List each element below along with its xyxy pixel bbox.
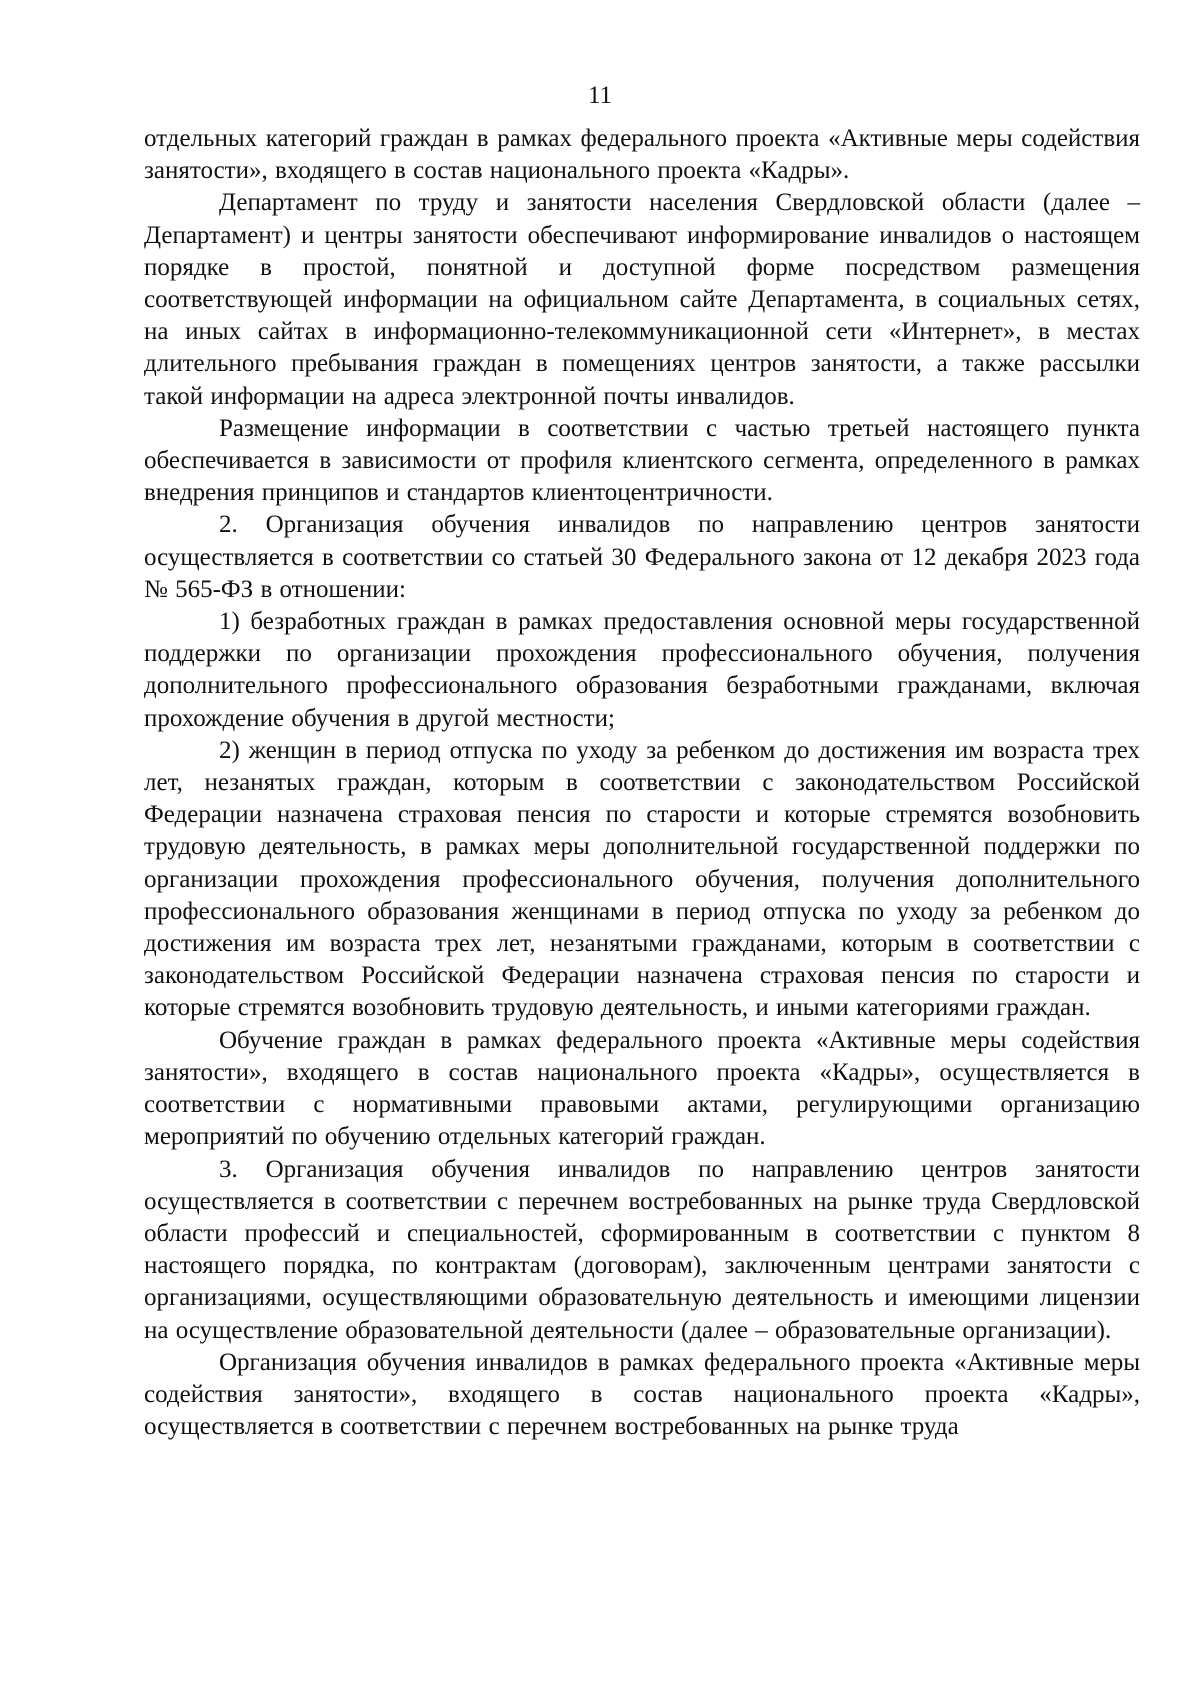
paragraph-training-federal-project: Обучение граждан в рамках федерального проекта «Активные меры содействия занятости», входящего в состав национального проекта «Кадры», осуществляется в соответствии с нормативными правовыми актами, регулирующими организацию мероприятий по обучению отдельных категорий граждан.: [144, 1026, 1140, 1151]
paragraph-item-3: 3. Организация обучения инвалидов по направлению центров занятости осуществляется в соответствии с перечнем востребованных на рынке труда Свердловской области профессий и специальностей, сформированным в соответствии с пунктом 8 настоящего порядка, по контрактам (договорам), заключенным центрами занятости с организациями, осуществляющими образовательную деятельность и имеющими лицензии на осуществление образовательной деятельности (далее – образовательные организации).: [144, 1155, 1140, 1344]
document-body: [144, 123, 1140, 1443]
page-number: 11: [587, 82, 613, 109]
paragraph-subitem-1: 1) безработных граждан в рамках предоставления основной меры государственной поддержки по организации прохождения профессионального обучения, получения дополнительного профессионального образования безработными гражданами, включая прохождение обучения в другой местности;: [144, 608, 1140, 732]
paragraph-department-informing: Департамент по труду и занятости населения Свердловской области (далее – Департамент) и центры занятости обеспечивают информирование инвалидов о настоящем порядке в простой, понятной и доступной форме посредством размещения соответствующей информации на официальном сайте Департамента, в социальных сетях, на иных сайтах в информационно-телекоммуникационной сети «Интернет», в местах длительного пребывания граждан в помещениях центров занятости, а также рассылки такой информации на адреса электронной почты инвалидов.: [144, 189, 1140, 410]
paragraph-information-placement: Размещение информации в соответствии с частью третьей настоящего пункта обеспечивается в зависимости от профиля клиентского сегмента, определенного в рамках внедрения принципов и стандартов клиентоцентричности.: [144, 414, 1140, 507]
paragraph-subitem-2: 2) женщин в период отпуска по уходу за ребенком до достижения им возраста трех лет, незанятых граждан, которым в соответствии с законодательством Российской Федерации назначена страховая пенсия по старости и которые стремятся возобновить трудовую деятельность, в рамках меры дополнительной государственной поддержки по организации прохождения профессионального обучения, получения дополнительного профессионального образования женщинами в период отпуска по уходу за ребенком до достижения им возраста трех лет, незанятыми гражданами, которым в соответствии с законодательством Российской Федерации назначена страховая пенсия по старости и которые стремятся возобновить трудовую деятельность, и иными категориями граждан.: [144, 736, 1140, 1022]
paragraph-continuation: отдельных категорий граждан в рамках федерального проекта «Активные меры содействия занятости», входящего в состав национального проекта «Кадры».: [144, 125, 1140, 185]
paragraph-item-2: 2. Организация обучения инвалидов по направлению центров занятости осуществляется в соответствии со статьей 30 Федерального закона от 12 декабря 2023 года № 565-ФЗ в отношении:: [144, 511, 1140, 603]
paragraph-organization-training: Организация обучения инвалидов в рамках федерального проекта «Активные меры содействия занятости», входящего в состав национального проекта «Кадры», осуществляется в соответствии с перечнем востребованных на рынке труда: [144, 1348, 1140, 1441]
